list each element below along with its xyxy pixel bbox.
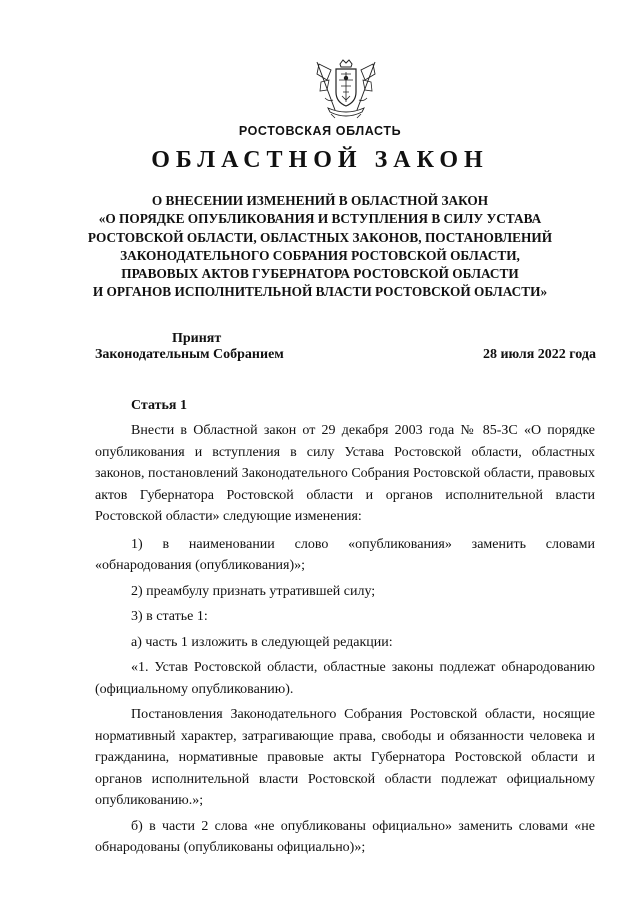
- law-title-line: ПРАВОВЫХ АКТОВ ГУБЕРНАТОРА РОСТОВСКОЙ ОБЛАСТИ: [121, 266, 519, 282]
- article-paragraph: Постановления Законодательного Собрания Ростовской области, носящие нормативный характер, затрагивающие права, свободы и обязанности человека и гражданина, нормативные правовые акты Губернатора Ростовской области и органов исполнительной власти Ростовской области подлежат официальному опубликованию.»;: [95, 707, 595, 808]
- article-paragraph: «1. Устав Ростовской области, областные законы подлежат обнародованию (официальному опубликованию).: [95, 660, 595, 697]
- adopted-by-label: Законодательным Собранием: [95, 347, 284, 362]
- law-title-line: О ВНЕСЕНИИ ИЗМЕНЕНИЙ В ОБЛАСТНОЙ ЗАКОН: [151, 193, 489, 208]
- document-type: ОБЛАСТНОЙ ЗАКОН: [151, 147, 489, 173]
- law-title-line: «О ПОРЯДКЕ ОПУБЛИКОВАНИЯ И ВСТУПЛЕНИЯ В СИЛУ УСТАВА: [98, 211, 542, 227]
- adopted-label: Принят: [172, 331, 222, 346]
- region-name: РОСТОВСКАЯ ОБЛАСТЬ: [238, 124, 402, 138]
- article-paragraph: Внести в Областной закон от 29 декабря 2003 года № 85-ЗС «О порядке опубликования и вступления в силу Устава Ростовской области, областных законов, постановлений Законодательного Собрания Ростовской области, правовых актов Губернатора Ростовской области и органов исполнительной власти Ростовской области» следующие изменения:: [95, 423, 595, 524]
- article-paragraph: а) часть 1 изложить в следующей редакции:: [131, 634, 393, 650]
- article-paragraph: 3) в статье 1:: [131, 609, 208, 624]
- law-title-line: РОСТОВСКОЙ ОБЛАСТИ, ОБЛАСТНЫХ ЗАКОНОВ, ПОСТАНОВЛЕНИЙ: [87, 229, 553, 245]
- law-title-line: И ОРГАНОВ ИСПОЛНИТЕЛЬНОЙ ВЛАСТИ РОСТОВСКОЙ ОБЛАСТИ»: [92, 284, 548, 300]
- law-title: [80, 192, 560, 302]
- article-body: [95, 420, 595, 863]
- law-title-line: ЗАКОНОДАТЕЛЬНОГО СОБРАНИЯ РОСТОВСКОЙ ОБЛАСТИ,: [120, 247, 520, 263]
- adoption-date: 28 июля 2022 года: [482, 347, 596, 362]
- article-paragraph: 2) преамбулу признать утратившей силу;: [131, 583, 376, 599]
- article-paragraph: б) в части 2 слова «не опубликованы официально» заменить словами «не обнародованы (опубликованы официально)»;: [95, 818, 595, 855]
- article-paragraph: 1) в наименовании слово «опубликования» заменить словами «обнародования (опубликования)»;: [95, 536, 595, 573]
- coat-of-arms-icon: [313, 58, 379, 120]
- article-heading: Статья 1: [131, 398, 187, 413]
